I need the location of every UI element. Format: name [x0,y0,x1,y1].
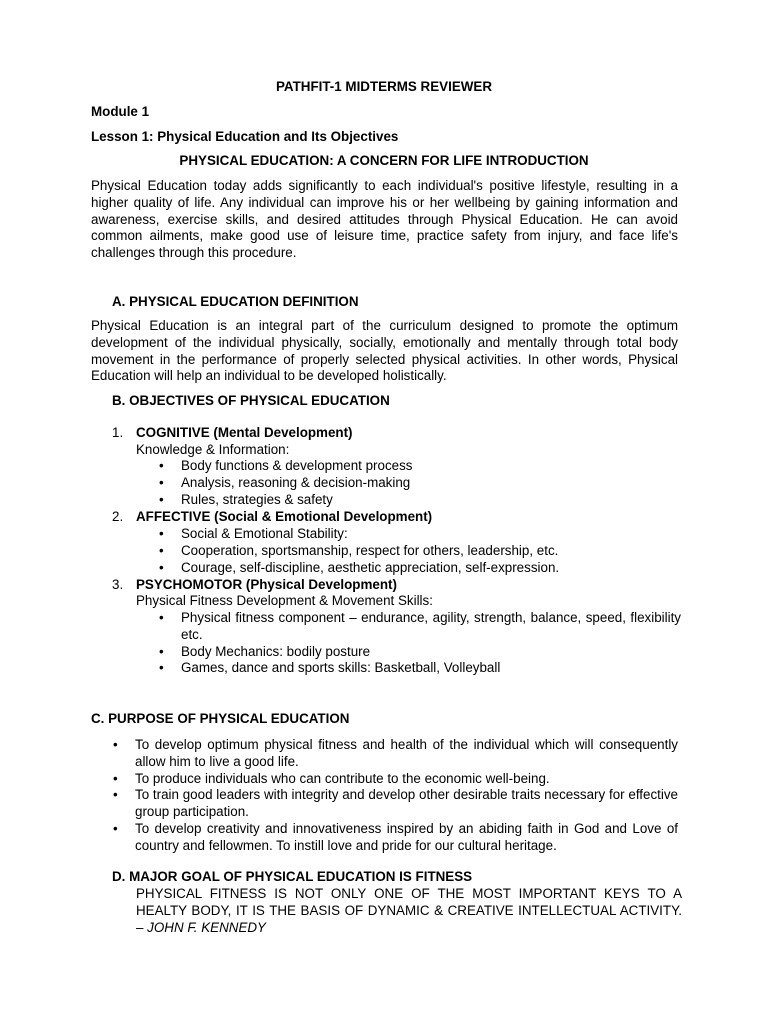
section-c-heading: C. PURPOSE OF PHYSICAL EDUCATION [91,711,350,726]
objective-bullet-list [156,610,681,677]
list-item: • Body functions & development process [156,458,696,475]
list-item: • To develop optimum physical fitness and health of the individual which will consequently allow him to live a good life. [110,737,678,771]
objective-subtitle: Physical Fitness Development & Movement Skills: [136,593,433,608]
list-item: • To develop creativity and innovativeness inspired by an abiding faith in God and Love of country and fellowmen. To instill love and pride for our cultural heritage. [110,821,678,855]
intro-paragraph: Physical Education today adds significantly to each individual's positive lifestyle, resulting in a higher quality of life. Any individual can improve his or her wellbeing by gaining information and awareness, exercise skills, and desired attitudes through Physical Education. He can avoid common ailments, make good use of leisure time, practice safety from injury, and face life's challenges through this procedure. [91,178,678,261]
objective-number: 3. [112,577,124,592]
objective-title: COGNITIVE (Mental Development) [136,425,353,440]
quote-text: PHYSICAL FITNESS IS NOT ONLY ONE OF THE MOST IMPORTANT KEYS TO A HEALTY BODY, IT IS THE BASIS OF DYNAMIC & CREATIVE INTELLECTUAL ACTIVITY. – [136,886,682,935]
list-item: • To train good leaders with integrity and develop other desirable traits necessary for effective group participation. [110,787,678,821]
lesson-title: Lesson 1: Physical Education and Its Objectives [91,129,399,144]
section-a-paragraph: Physical Education is an integral part of the curriculum designed to promote the optimum development of the individual physically, socially, emotionally and mentally through total body movement in the performance of properly selected physical activities. In other words, Physical Education will help an individual to be developed holistically. [91,318,678,384]
objective-title: PSYCHOMOTOR (Physical Development) [136,577,397,592]
intro-heading: PHYSICAL EDUCATION: A CONCERN FOR LIFE INTRODUCTION [179,153,589,168]
list-item: • Rules, strategies & safety [156,492,696,509]
list-item: • Social & Emotional Stability: [156,526,696,543]
objective-number: 2. [112,509,124,524]
list-item: • Body Mechanics: bodily posture [156,644,681,661]
quote-author: JOHN F. KENNEDY [147,919,266,935]
list-item: • Cooperation, sportsmanship, respect for others, leadership, etc. [156,543,696,560]
objective-title: AFFECTIVE (Social & Emotional Development) [136,509,433,524]
list-item: • Courage, self-discipline, aesthetic appreciation, self-expression. [156,560,696,577]
objective-bullet-list [156,526,696,576]
objective-number: 1. [112,425,124,440]
objective-bullet-list [156,458,696,508]
section-a-heading: A. PHYSICAL EDUCATION DEFINITION [112,294,359,309]
objective-subtitle: Knowledge & Information: [136,442,290,457]
document-title: PATHFIT-1 MIDTERMS REVIEWER [276,79,492,94]
list-item: • Physical fitness component – endurance, agility, strength, balance, speed, flexibility etc. [156,610,681,644]
list-item: • Analysis, reasoning & decision-making [156,475,696,492]
section-d-heading: D. MAJOR GOAL OF PHYSICAL EDUCATION IS FITNESS [112,869,473,884]
module-label: Module 1 [91,104,150,119]
kennedy-quote [136,886,682,936]
list-item: • To produce individuals who can contribute to the economic well-being. [110,771,678,788]
purpose-bullet-list [110,737,678,855]
section-b-heading: B. OBJECTIVES OF PHYSICAL EDUCATION [112,393,390,408]
list-item: • Games, dance and sports skills: Basketball, Volleyball [156,660,681,677]
